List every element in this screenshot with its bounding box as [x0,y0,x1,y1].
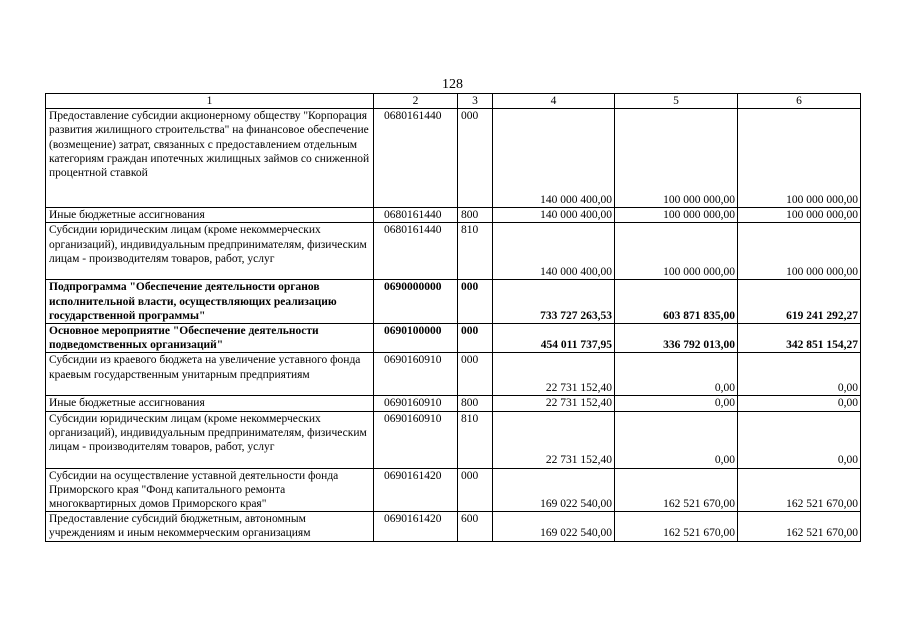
row-amount-2020-cell: 22 731 152,40 [493,411,615,468]
row-amount-2022-cell: 100 000 000,00 [738,109,861,208]
row-name-cell: Иные бюджетные ассигнования [46,396,374,411]
table-row [46,280,861,324]
row-name-cell: Основное мероприятие "Обеспечение деятельности подведомственных организаций" [46,324,374,353]
row-amount-2020-cell: 169 022 540,00 [493,468,615,512]
row-amount-2020-cell: 454 011 737,95 [493,324,615,353]
row-csr-cell: 0690161420 [374,468,458,512]
row-amount-2022-cell: 0,00 [738,396,861,411]
row-amount-2022-cell: 162 521 670,00 [738,512,861,541]
row-vr-cell: 000 [458,109,493,208]
row-amount-2021-cell: 0,00 [615,411,738,468]
table-row [46,411,861,468]
row-amount-2021-cell: 162 521 670,00 [615,468,738,512]
row-vr-cell: 800 [458,208,493,223]
row-amount-2022-cell: 100 000 000,00 [738,208,861,223]
row-amount-2021-cell: 100 000 000,00 [615,109,738,208]
table-row [46,512,861,541]
row-amount-2020-cell: 140 000 400,00 [493,223,615,280]
row-name-cell: Подпрограмма "Обеспечение деятельности органов исполнительной власти, осуществляющих реализацию государственной программы" [46,280,374,324]
page-number: 128 [442,77,463,92]
column-header: 3 [458,94,493,109]
row-amount-2021-cell: 603 871 835,00 [615,280,738,324]
row-amount-2021-cell: 336 792 013,00 [615,324,738,353]
row-csr-cell: 0680161440 [374,223,458,280]
row-name-cell: Субсидии из краевого бюджета на увеличение уставного фонда краевым государственным унитарным предприятиям [46,353,374,396]
row-amount-2022-cell: 619 241 292,27 [738,280,861,324]
row-amount-2022-cell: 342 851 154,27 [738,324,861,353]
row-vr-cell: 800 [458,396,493,411]
row-csr-cell: 0690160910 [374,411,458,468]
row-csr-cell: 0690161420 [374,512,458,541]
row-name-cell: Предоставление субсидий бюджетным, автономным учреждениям и иным некоммерческим организациям [46,512,374,541]
table-row [46,109,861,208]
row-name-cell: Предоставление субсидии акционерному обществу "Корпорация развития жилищного строительства" на финансовое обеспечение (возмещение) затрат, связанных с предоставлением отдельным категориям граждан ипотечных жилищных займов со сниженной процентной ставкой [46,109,374,208]
row-vr-cell: 810 [458,411,493,468]
row-amount-2022-cell: 100 000 000,00 [738,223,861,280]
row-csr-cell: 0680161440 [374,109,458,208]
row-name-cell: Субсидии юридическим лицам (кроме некоммерческих организаций), индивидуальным предпринимателям, физическим лицам - производителям товаров, работ, услуг [46,223,374,280]
row-csr-cell: 0690000000 [374,280,458,324]
row-csr-cell: 0690160910 [374,396,458,411]
table-row [46,353,861,396]
row-amount-2021-cell: 0,00 [615,353,738,396]
row-vr-cell: 600 [458,512,493,541]
row-name-cell: Субсидии юридическим лицам (кроме некоммерческих организаций), индивидуальным предпринимателям, физическим лицам - производителям товаров, работ, услуг [46,411,374,468]
row-amount-2020-cell: 169 022 540,00 [493,512,615,541]
row-amount-2020-cell: 22 731 152,40 [493,396,615,411]
row-amount-2020-cell: 22 731 152,40 [493,353,615,396]
table-row [46,396,861,411]
row-vr-cell: 000 [458,353,493,396]
column-header: 5 [615,94,738,109]
column-header: 6 [738,94,861,109]
column-header: 1 [46,94,374,109]
table-row [46,324,861,353]
row-amount-2022-cell: 162 521 670,00 [738,468,861,512]
row-csr-cell: 0690100000 [374,324,458,353]
row-amount-2021-cell: 0,00 [615,396,738,411]
row-name-cell: Субсидии на осуществление уставной деятельности фонда Приморского края "Фонд капитального ремонта многоквартирных домов Приморского края" [46,468,374,512]
row-amount-2021-cell: 162 521 670,00 [615,512,738,541]
table-header-row [46,94,861,109]
table-row [46,208,861,223]
row-amount-2022-cell: 0,00 [738,353,861,396]
row-vr-cell: 000 [458,280,493,324]
row-amount-2020-cell: 733 727 263,53 [493,280,615,324]
row-amount-2020-cell: 140 000 400,00 [493,208,615,223]
row-amount-2020-cell: 140 000 400,00 [493,109,615,208]
row-csr-cell: 0680161440 [374,208,458,223]
row-amount-2022-cell: 0,00 [738,411,861,468]
table-row [46,223,861,280]
budget-table-body [46,94,861,542]
row-name-cell: Иные бюджетные ассигнования [46,208,374,223]
row-amount-2021-cell: 100 000 000,00 [615,208,738,223]
row-csr-cell: 0690160910 [374,353,458,396]
row-vr-cell: 000 [458,324,493,353]
column-header: 2 [374,94,458,109]
budget-table [45,93,861,542]
column-header: 4 [493,94,615,109]
row-amount-2021-cell: 100 000 000,00 [615,223,738,280]
row-vr-cell: 000 [458,468,493,512]
table-row [46,468,861,512]
row-vr-cell: 810 [458,223,493,280]
